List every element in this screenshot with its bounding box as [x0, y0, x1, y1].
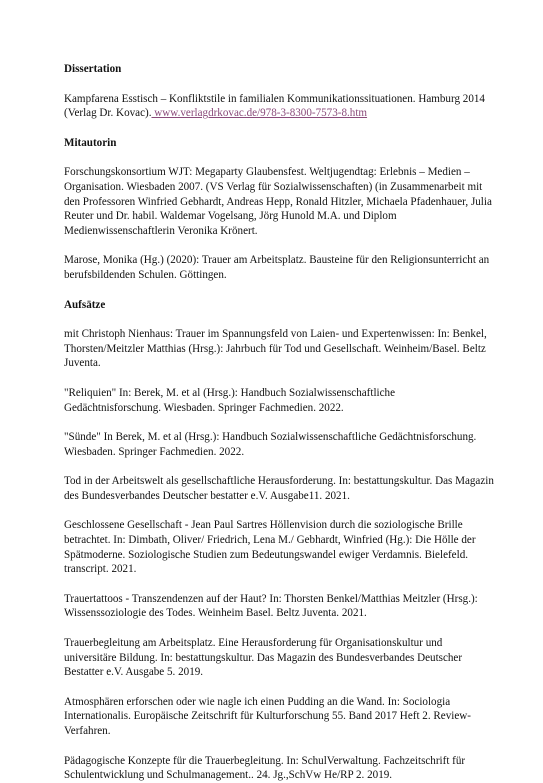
- article-entry: Trauertattoos - Transzendenzen auf der Haut? In: Thorsten Benkel/Matthias Meitzler (Hrsg.): Wissenssoziologie des Todes. Weinheim Basel. Beltz Juventa. 2021.: [64, 592, 478, 620]
- section-heading-aufsaetze: Aufsätze: [64, 298, 106, 311]
- section-heading-dissertation: Dissertation: [64, 63, 122, 75]
- dissertation-entry-text: Kampfarena Esstisch – Konfliktstile in familialen Kommunikationssituationen. Hamburg 2014 (Verlag Dr. Kovac).: [64, 92, 485, 120]
- article-entry: mit Christoph Nienhaus: Trauer im Spannungsfeld von Laien- und Expertenwissen: In: Benkel, Thorsten/Meitzler Matthias (Hrsg.): Jahrbuch für Tod und Gesellschaft. Weinheim/Basel. Beltz Juventa.: [64, 328, 487, 370]
- publisher-link[interactable]: www.verlagdrkovac.de/978-3-8300-7573-8.htm: [151, 107, 368, 120]
- document-page: [64, 62, 494, 783]
- coauthor-entry: Marose, Monika (Hg.) (2020): Trauer am Arbeitsplatz. Bausteine für den Religionsunterricht an berufsbildenden Schulen. Göttingen.: [64, 254, 490, 281]
- article-entry: Tod in der Arbeitswelt als gesellschaftliche Herausforderung. In: bestattungskultur. Das Magazin des Bundesverbandes Deutscher bestatter e.V. Ausgabe11. 2021.: [64, 475, 494, 502]
- article-entry: "Reliquien" In: Berek, M. et al (Hrsg.): Handbuch Sozialwissenschaftliche Gedächtnisforschung. Wiesbaden. Springer Fachmedien. 2022.: [64, 386, 395, 414]
- article-entry: Geschlossene Gesellschaft - Jean Paul Sartres Höllenvision durch die soziologische Brille betrachtet. In: Dimbath, Oliver/ Friedrich, Lena M./ Gebhardt, Winfried (Hg.): Die Hölle der Spätmoderne. Soziologische Studien zum Bedeutungswandel ewiger Verdamnis. Bielefeld. transcript. 2021.: [64, 519, 476, 576]
- dissertation-entry: [64, 92, 494, 121]
- coauthor-entry: Forschungskonsortium WJT: Megaparty Glaubensfest. Weltjugendtag: Erlebnis – Medien – Organisation. Wiesbaden 2007. (VS Verlag für Sozialwissenschaften) (in Zusammenarbeit mit den Professoren Winfried Gebhardt, Andreas Hepp, Ronald Hitzler, Michaela Pfadenhauer, Julia Reuter und Dr. habil. Waldemar Vogelsang, Jörg Hunold M.A. und Diplom Medienwissenschaftlerin Veronika Krönert.: [64, 166, 492, 237]
- article-entry: Trauerbegleitung am Arbeitsplatz. Eine Herausforderung für Organisationskultur und universitäre Bildung. In: bestattungskultur. Das Magazin des Bundesverbandes Deutscher Bestatter e.V. Ausgabe 5. 2019.: [64, 637, 463, 679]
- article-entry: Pädagogische Konzepte für die Trauerbegleitung. In: SchulVerwaltung. Fachzeitschrift für Schulentwicklung und Schulmanagement.. 24. Jg.,SchVw He/RP 2. 2019.: [64, 754, 466, 782]
- section-heading-mitautorin: Mitautorin: [64, 136, 117, 149]
- article-entry: "Sünde" In Berek, M. et al (Hrsg.): Handbuch Sozialwissenschaftliche Gedächtnisforschung. Wiesbaden. Springer Fachmedien. 2022.: [64, 431, 477, 458]
- article-entry: Atmosphären erforschen oder wie nagle ich einen Pudding an die Wand. In: Sociologia Internationalis. Europäische Zeitschrift für Kulturforschung 55. Band 2017 Heft 2. Review-Verfahren.: [64, 695, 471, 737]
